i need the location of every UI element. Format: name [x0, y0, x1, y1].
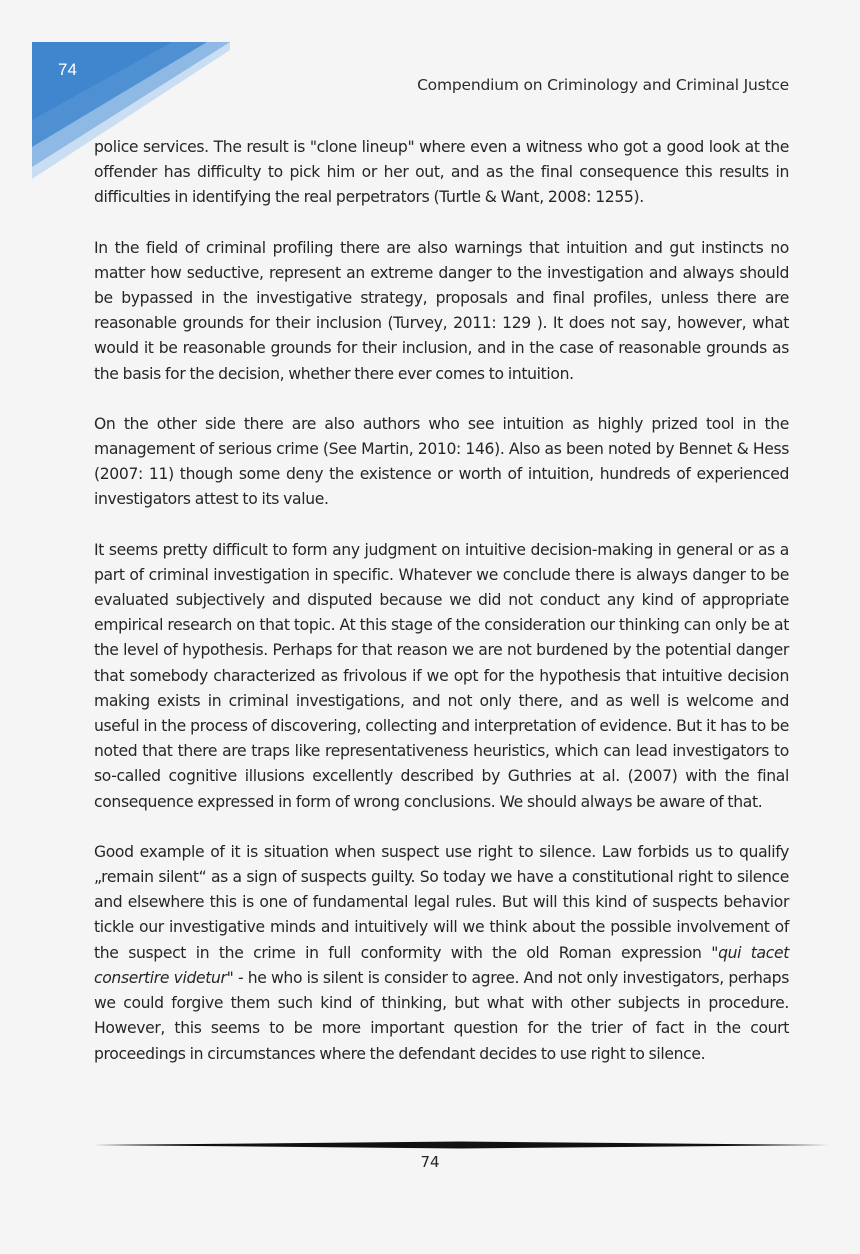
- paragraph-1: police services. The result is "clone lineup" where even a witness who got a good look at the offender has difficulty to pick him or her out, and as the final consequence this results in difficulties in identifying the real perpetrators (Turtle & Want, 2008: 1255).: [94, 138, 789, 207]
- paragraph-3: On the other side there are also authors who see intuition as highly prized tool in the management of serious crime (See Martin, 2010: 146). Also as been noted by Bennet & Hess (2007: 11) though some deny the existence or worth of intuition, hundreds of experienced investigators attest to its value.: [94, 414, 789, 509]
- latin-expression: qui tacet consertire videtur: [94, 943, 789, 987]
- body-text: [94, 135, 789, 1067]
- running-title: Compendium on Criminology and Criminal Justce: [417, 76, 789, 94]
- paragraph-4: It seems pretty difficult to form any judgment on intuitive decision-making in general or as a part of criminal investigation in specific. Whatever we conclude there is always danger to be evaluated subjectively and disputed because we did not conduct any kind of appropriate empirical research on that topic. At this stage of the consideration our thinking can only be at the level of hypothesis. Perhaps for that reason we are not burdened by the potential danger that somebody characterized as frivolous if we opt for the hypothesis that intuitive decision making exists in criminal investigations, and not only there, and as well is welcome and useful in the process of discovering, collecting and interpretation of evidence. But it has to be noted that there are traps like representativeness heuristics, which can lead investigators to so-called cognitive illusions excellently described by Guthries at al. (2007) with the final consequence expressed in form of wrong conclusions. We should always be aware of that.: [94, 540, 789, 811]
- corner-page-number: 74: [58, 60, 77, 79]
- footer-page-number: 74: [420, 1153, 440, 1171]
- footer-rule: [94, 1140, 829, 1150]
- paragraph-5-part-1: Good example of it is situation when suspect use right to silence. Law forbids us to qualify „remain silent“ as a sign of suspects guilty. So today we have a constitutional right to silence and elsewhere this is one of fundamental legal rules. But will this kind of suspects behavior tickle our investigative minds and intuitively will we think about the possible involvement of the suspect in the crime in full conformity with the old Roman expression ": [94, 842, 789, 962]
- paragraph-2: In the field of criminal profiling there are also warnings that intuition and gut instincts no matter how seductive, represent an extreme danger to the investigation and always should be bypassed in the investigative strategy, proposals and final profiles, unless there are reasonable grounds for their inclusion (Turvey, 2011: 129 ). It does not say, however, what would it be reasonable grounds for their inclusion, and in the case of reasonable grounds as the basis for the decision, whether there ever comes to intuition.: [94, 238, 789, 383]
- paragraph-5: [94, 840, 789, 1067]
- paragraph-5-part-2: " - he who is silent is consider to agree. And not only investigators, perhaps we could forgive them such kind of thinking, but what with other subjects in procedure. However, this seems to be more important question for the trier of fact in the court proceedings in circumstances where the defendant decides to use right to silence.: [94, 968, 790, 1063]
